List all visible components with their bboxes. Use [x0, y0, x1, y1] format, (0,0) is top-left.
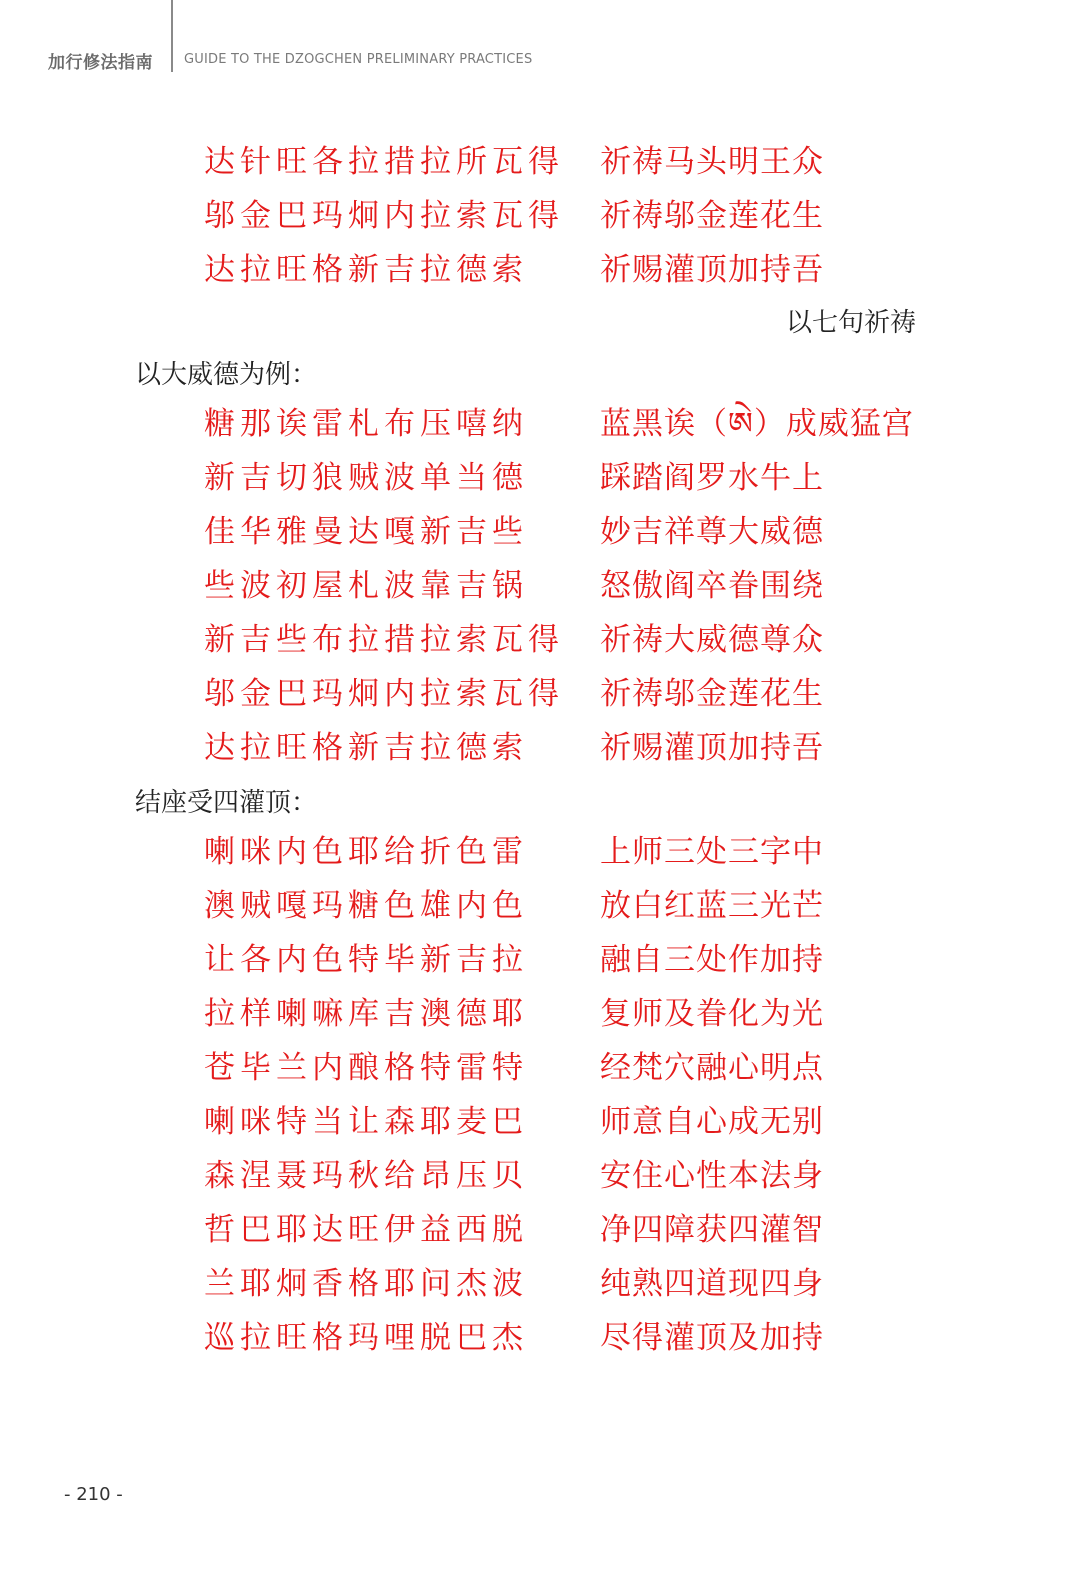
verse-row: [0, 250, 1080, 304]
section-label: 以大威德为例：: [135, 360, 318, 390]
verse-translation: 祈赐灌顶加持吾: [600, 730, 824, 766]
verse-translation: 祈祷邬金莲花生: [600, 676, 824, 712]
verse-row: [0, 566, 1080, 620]
verse-translation: 蓝黑诶（ཨེ）成威猛宫: [600, 406, 914, 442]
verse-translation: 净四障获四灌智: [600, 1212, 824, 1248]
verse-translation: 放白红蓝三光芒: [600, 888, 824, 924]
verse-translation: 祈祷邬金莲花生: [600, 198, 824, 234]
verse-phonetic: 佳华雅曼达嘎新吉些: [204, 514, 528, 550]
verse-translation: 妙吉祥尊大威德: [600, 514, 824, 550]
verse-row: [0, 1156, 1080, 1210]
verse-row: [0, 994, 1080, 1048]
verse-phonetic: 达针旺各拉措拉所瓦得: [204, 144, 564, 180]
verse-phonetic: 达拉旺格新吉拉德索: [204, 730, 528, 766]
verse-phonetic: 森涅聂玛秋给昂压贝: [204, 1158, 528, 1194]
verse-translation: 祈赐灌顶加持吾: [600, 252, 824, 288]
verse-row: [0, 404, 1080, 458]
verse-phonetic: 糖那诶雷札布压嘻纳: [204, 406, 528, 442]
verse-translation: 上师三处三字中: [600, 834, 824, 870]
verse-phonetic: 邬金巴玛炯内拉索瓦得: [204, 198, 564, 234]
verse-row: [0, 1318, 1080, 1372]
section-note: 以七句祈祷: [785, 308, 916, 338]
verse-row: [0, 886, 1080, 940]
verse-phonetic: 邬金巴玛炯内拉索瓦得: [204, 676, 564, 712]
verse-translation: 尽得灌顶及加持: [600, 1320, 824, 1356]
verse-translation: 经梵穴融心明点: [600, 1050, 824, 1086]
section-label: 结座受四灌顶：: [135, 788, 318, 818]
verse-row: [0, 728, 1080, 782]
verse-phonetic: 哲巴耶达旺伊益西脱: [204, 1212, 528, 1248]
verse-translation: 师意自心成无别: [600, 1104, 824, 1140]
verse-translation: 祈祷马头明王众: [600, 144, 824, 180]
verse-phonetic: 达拉旺格新吉拉德索: [204, 252, 528, 288]
verse-phonetic: 巡拉旺格玛哩脱巴杰: [204, 1320, 528, 1356]
verse-phonetic: 让各内色特毕新吉拉: [204, 942, 528, 978]
verse-phonetic: 新吉切狼贼波单当德: [204, 460, 528, 496]
verse-translation: 祈祷大威德尊众: [600, 622, 824, 658]
verse-row: [0, 1210, 1080, 1264]
verse-row: [0, 940, 1080, 994]
page-number: - 210 -: [64, 1484, 123, 1505]
verse-row: [0, 674, 1080, 728]
verse-phonetic: 新吉些布拉措拉索瓦得: [204, 622, 564, 658]
verse-row: [0, 1264, 1080, 1318]
verse-row: [0, 620, 1080, 674]
verse-row: [0, 142, 1080, 196]
verse-row: [0, 1102, 1080, 1156]
verse-row: [0, 458, 1080, 512]
verse-translation: 复师及眷化为光: [600, 996, 824, 1032]
verse-row: [0, 196, 1080, 250]
verse-phonetic: 苍毕兰内酿格特雷特: [204, 1050, 528, 1086]
header-title-en: GUIDE TO THE DZOGCHEN PRELIMINARY PRACTICES: [184, 52, 533, 67]
verse-phonetic: 拉样喇嘛库吉澳德耶: [204, 996, 528, 1032]
verse-translation: 安住心性本法身: [600, 1158, 824, 1194]
verse-phonetic: 澳贼嘎玛糖色雄内色: [204, 888, 528, 924]
verse-translation: 纯熟四道现四身: [600, 1266, 824, 1302]
header-title-cn: 加行修法指南: [48, 53, 153, 73]
verse-row: [0, 1048, 1080, 1102]
verse-translation: 融自三处作加持: [600, 942, 824, 978]
verse-phonetic: 些波初屋札波靠吉锅: [204, 568, 528, 604]
verse-phonetic: 喇咪特当让森耶麦巴: [204, 1104, 528, 1140]
verse-translation: 踩踏阎罗水牛上: [600, 460, 824, 496]
verse-phonetic: 喇咪内色耶给折色雷: [204, 834, 528, 870]
verse-phonetic: 兰耶炯香格耶问杰波: [204, 1266, 528, 1302]
verse-row: [0, 512, 1080, 566]
verse-row: [0, 832, 1080, 886]
verse-translation: 怒傲阎卒眷围绕: [600, 568, 824, 604]
